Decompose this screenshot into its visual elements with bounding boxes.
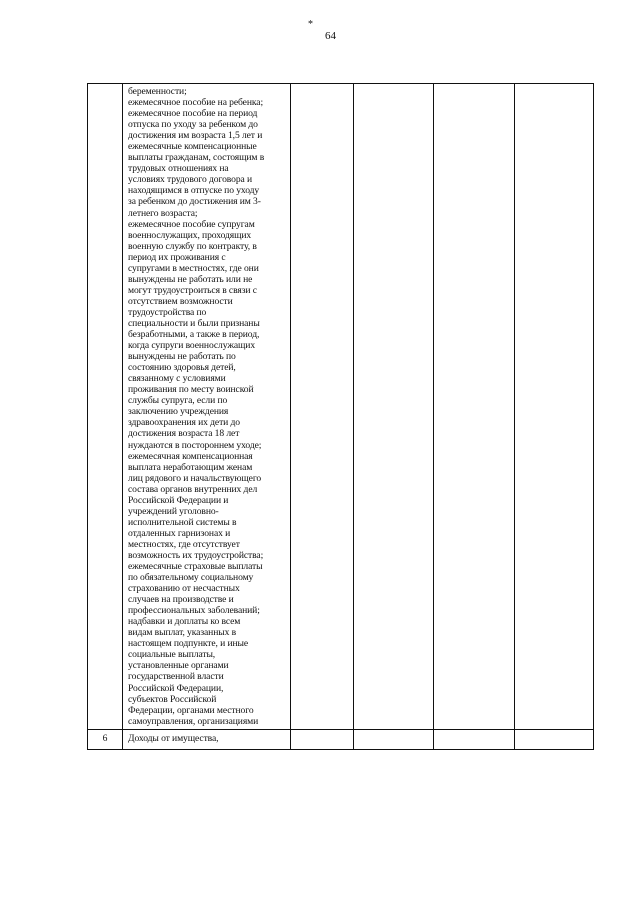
text-line: ежемесячная компенсационная [128, 450, 253, 462]
empty-cell [354, 729, 434, 749]
empty-cell [515, 84, 594, 730]
text-line: период их проживания с [128, 251, 226, 263]
text-line: Российской Федерации и [128, 494, 229, 506]
row-number: 6 [102, 732, 108, 744]
text-line: самоуправления, организациями [128, 715, 259, 727]
table-row [88, 729, 594, 749]
text-line: состоянию здоровья детей, [128, 362, 236, 374]
text-line: связанному с условиями [128, 373, 226, 385]
empty-cell [354, 84, 434, 730]
text-line: супругами в местностях, где они [128, 262, 259, 274]
text-line: выплаты гражданам, состоящим в [128, 152, 265, 164]
text-line: военную службу по контракту, в [128, 240, 257, 252]
text-line: выплата неработающим женам [128, 461, 253, 473]
text-line: возможность их трудоустройства; [128, 549, 264, 561]
text-line: профессиональных заболеваний; [128, 605, 260, 617]
income-description-cell [123, 84, 291, 730]
text-line: нуждаются в постороннем уходе; [128, 439, 262, 451]
income-table [87, 83, 594, 750]
income-description [123, 84, 290, 729]
text-line: условиях трудового договора и [128, 174, 253, 186]
text-line: трудовых отношениях на [128, 163, 229, 175]
row-number-cell [88, 729, 123, 749]
text-line: когда супруги военнослужащих [128, 340, 256, 352]
text-line: ежемесячные компенсационные [128, 141, 257, 153]
empty-cell [515, 729, 594, 749]
text-line: проживания по месту воинской [128, 384, 254, 396]
text-line: трудоустройства по [128, 306, 207, 318]
income-description: Доходы от имущества, [128, 732, 219, 744]
text-line: государственной власти [128, 671, 224, 683]
text-line: находящимся в отпуске по уходу [128, 185, 260, 197]
text-line: могут трудоустроиться в связи с [128, 284, 257, 296]
text-line: установленные органами [128, 660, 229, 672]
page-mark: * [308, 19, 313, 30]
text-line: ежемесячное пособие на ребенка; [128, 97, 264, 109]
text-line: состава органов внутренних дел [128, 483, 258, 495]
text-line: службы супруга, если по [128, 395, 228, 407]
text-line: Федерации, органами местного [128, 704, 254, 716]
text-line: достижения возраста 18 лет [128, 428, 240, 440]
text-line: вынуждены не работать или не [128, 273, 253, 285]
text-line: ежемесячные страховые выплаты [128, 561, 263, 573]
row-number-cell [88, 84, 123, 730]
table-row [88, 84, 594, 730]
text-line: субъектов Российской [128, 693, 217, 705]
text-line: заключению учреждения [128, 406, 229, 418]
text-line: отдаленных гарнизонах и [128, 527, 231, 539]
text-line: достижения им возраста 1,5 лет и [128, 130, 263, 142]
text-line: военнослужащих, проходящих [128, 229, 252, 241]
text-line: летнего возраста; [128, 207, 198, 219]
page-number: 64 [325, 30, 336, 42]
empty-cell [434, 84, 515, 730]
empty-cell [291, 729, 354, 749]
text-line: отпуска по уходу за ребенком до [128, 119, 258, 131]
text-line: видам выплат, указанных в [128, 627, 237, 639]
row-number [88, 84, 122, 87]
text-line: здравоохранения их дети до [128, 417, 240, 429]
text-line: вынуждены не работать по [128, 351, 236, 363]
text-line: социальные выплаты, [128, 649, 216, 661]
text-line: по обязательному социальному [128, 572, 254, 584]
income-description-cell [123, 729, 291, 749]
text-line: надбавки и доплаты ко всем [128, 616, 241, 628]
text-line: страхованию от несчастных [128, 583, 240, 595]
text-line: отсутствием возможности [128, 295, 233, 307]
text-line: ежемесячное пособие супругам [128, 218, 255, 230]
text-line: специальности и были признаны [128, 317, 260, 329]
text-line: за ребенком до достижения им 3- [128, 196, 261, 208]
text-line: настоящем подпункте, и иные [128, 638, 249, 650]
text-line: местностях, где отсутствует [128, 538, 240, 550]
text-line: учреждений уголовно- [128, 505, 219, 517]
text-line: беременности; [128, 86, 187, 97]
text-line: Российской Федерации, [128, 682, 224, 694]
empty-cell [291, 84, 354, 730]
text-line: ежемесячное пособие на период [128, 108, 258, 120]
empty-cell [434, 729, 515, 749]
text-line: исполнительной системы в [128, 516, 237, 528]
text-line: безработными, а также в период, [128, 329, 260, 341]
text-line: случаев на производстве и [128, 594, 234, 606]
text-line: лиц рядового и начальствующего [128, 472, 262, 484]
